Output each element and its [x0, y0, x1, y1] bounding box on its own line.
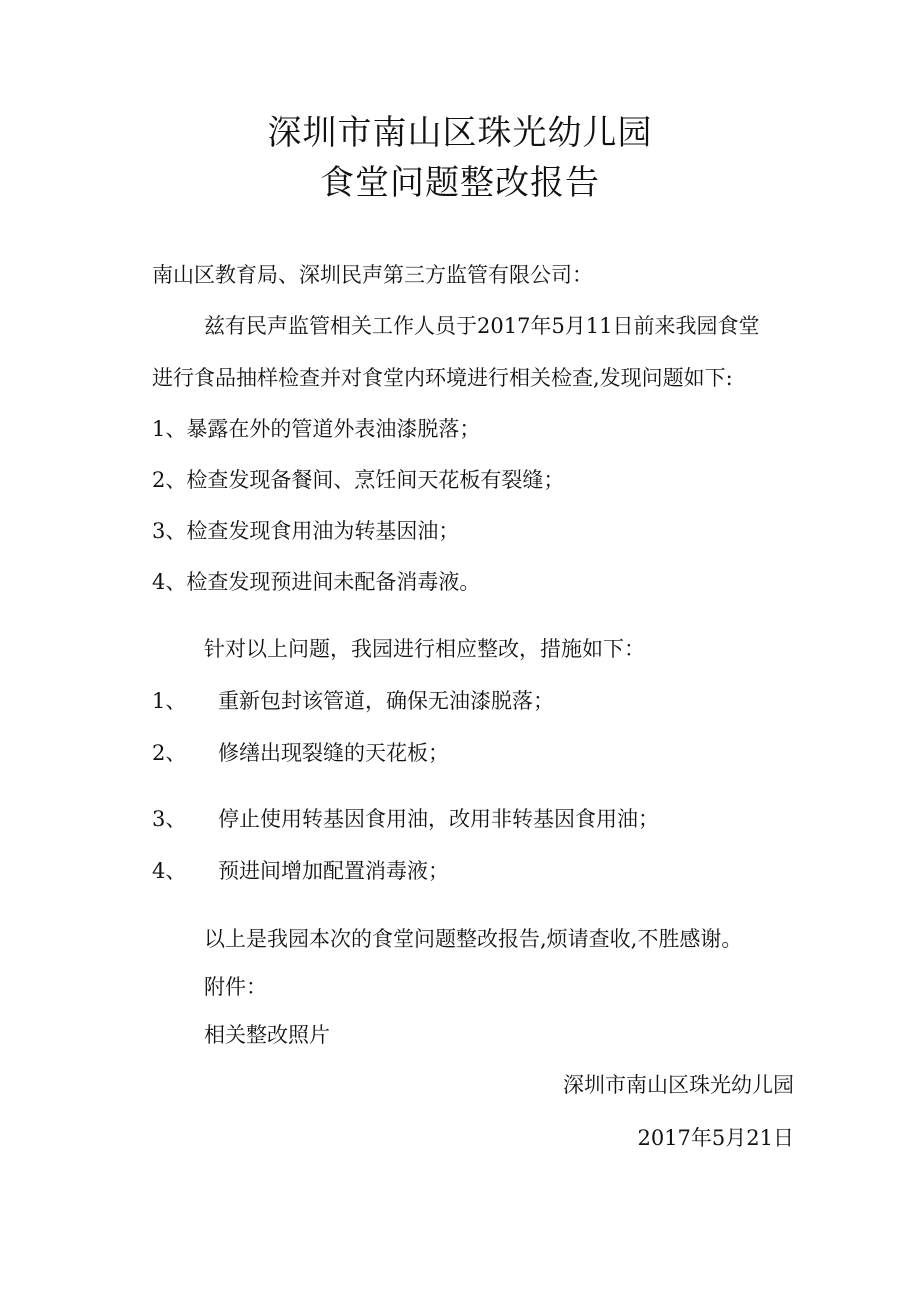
attachment-label: 附件： [204, 975, 267, 999]
intro-line-2: 进行食品抽样检查并对食堂内环境进行相关检查,发现问题如下: [152, 366, 733, 390]
measure-number: 1、 [152, 689, 187, 713]
problem-item-1: 1、暴露在外的管道外表油漆脱落； [152, 417, 481, 441]
intro-line-1: 兹有民声监管相关工作人员于2017年5月11日前来我园食堂 [204, 314, 760, 338]
problem-item-4: 4、检查发现预进间未配备消毒液。 [152, 570, 481, 594]
closing-statement: 以上是我园本次的食堂问题整改报告,烦请查收,不胜感谢。 [204, 927, 743, 951]
measure-number: 4、 [152, 859, 187, 883]
signature-date: 2017年5月21日 [637, 1126, 794, 1150]
measure-text: 修缮出现裂缝的天花板； [218, 741, 449, 765]
measure-number: 2、 [152, 741, 187, 765]
attachment-item: 相关整改照片 [204, 1023, 330, 1047]
measure-text: 停止使用转基因食用油，改用非转基因食用油； [218, 807, 659, 831]
measure-number: 3、 [152, 807, 187, 831]
measures-intro: 针对以上问题，我园进行相应整改，措施如下： [204, 637, 645, 661]
problem-item-2: 2、检查发现备餐间、烹饪间天花板有裂缝； [152, 468, 565, 492]
document-title-line-1: 深圳市南山区珠光幼儿园 [267, 113, 653, 153]
document-title-line-2: 食堂问题整改报告 [320, 163, 600, 203]
signature-organization: 深圳市南山区珠光幼儿园 [563, 1073, 794, 1097]
salutation: 南山区教育局、深圳民声第三方监管有限公司： [152, 263, 593, 287]
measure-text: 预进间增加配置消毒液； [218, 859, 449, 883]
measure-text: 重新包封该管道，确保无油漆脱落； [218, 689, 554, 713]
problem-item-3: 3、检查发现食用油为转基因油； [152, 519, 460, 543]
